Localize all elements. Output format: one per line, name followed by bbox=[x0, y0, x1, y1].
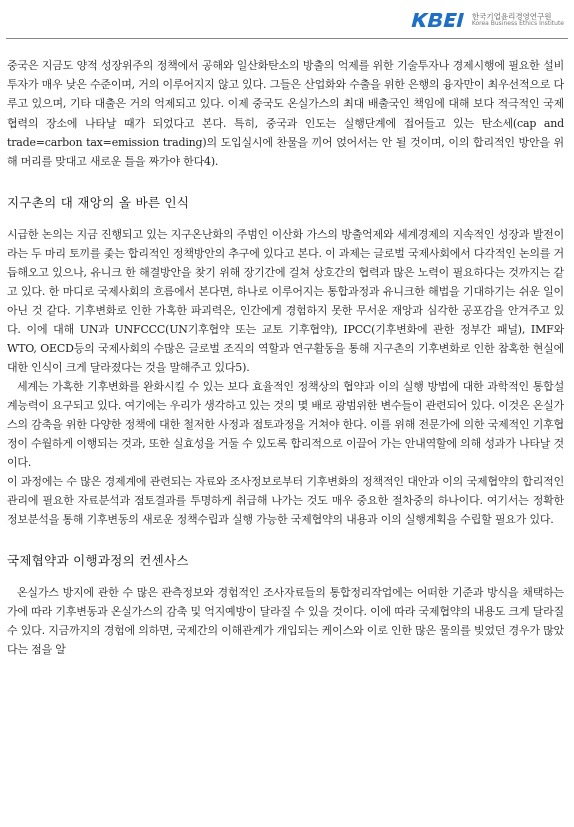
logo-korean-name: 한국기업윤리경영연구원 bbox=[471, 11, 552, 21]
paragraph-greenhouse-observation: 온실가스 방지에 관한 수 많은 관측정보와 경험적인 조사자료들의 통합정리작업에는 어떠한 기준과 방식을 채택하는가에 따라 기후변동과 온실가스의 감축 및 억지예방이 달라질 수 있을 것이다. 이에 따라 국제협약의 내용도 크게 달라질 수 있다. 지금까지의 경험에 의하면, 국제간의 이해관계가 개입되는 케이스와 이로 인한 많은 물의를 빚었던 경우가 많았다는 점을 알 bbox=[7, 586, 564, 657]
document-body bbox=[7, 56, 564, 659]
kbei-logo bbox=[408, 8, 564, 32]
logo-english-name: Korea Business Ethics Institute bbox=[471, 19, 564, 27]
kbei-logo-icon bbox=[408, 9, 468, 31]
paragraph-policy-design: 세계는 가혹한 기후변화를 완화시킬 수 있는 보다 효율적인 정책상의 협약과 이의 실행 방법에 대한 과학적인 통합설계능력이 요구되고 있다. 여기에는 우리가 생각하고 있는 것의 몇 배로 광범위한 변수들이 관련되어 있다. 이것은 온실가스의 감축을 위한 다양한 정책에 대한 철저한 사정과 점토과정을 거쳐야 한다. 이를 위해 전문가에 의한 국제적인 기후협정이 수월하게 이행되는 것과, 또한 실효성을 거둘 수 있도록 합리적으로 이끌어 가는 안내역할에 의해 성과가 나타날 것이다. bbox=[7, 380, 564, 470]
section-heading-disaster-awareness: 지구촌의 대 재앙의 올 바른 인식 bbox=[7, 195, 190, 211]
page-header bbox=[0, 0, 574, 46]
paragraph-international-cooperation: 시급한 논의는 지금 진행되고 있는 지구온난화의 주범인 이산화 가스의 방출억제와 세계경제의 지속적인 성장과 발전이라는 두 마리 토끼를 좇는 합리적인 정책방안의 추구에 있다고 본다. 이 과제는 글로벌 국제사회에서 다각적인 논의를 거듭해오고 있으나, 유니크 한 해결방안을 찾기 위해 장기간에 걸쳐 상호간의 협력과 많은 노력이 필요하다는 것까지는 같고 있다. 한 마디로 국제사회의 흐름에서 본다면, 하나로 이루어지는 통합과정과 유니크한 해법을 기대하기는 쉬운 일이 아닌 것 같다. 기후변화로 인한 가혹한 파괴력은, 인간에게 경험하지 못한 무서운 재앙과 심각한 공포감을 안겨주고 있다. 이에 대해 UN과 UNFCCC(UN기후협약 또는 교토 기후협약), IPCC(기후변화에 관한 정부간 패널), IMF와 WTO, OECD등의 국제사회의 수많은 글로벌 조직의 역할과 연구활동을 통해 지구촌의 기후변화로 인한 참혹한 현실에 대한 인식이 크게 달라졌다는 것을 말해주고 있다5). bbox=[7, 228, 564, 375]
paragraph-data-analysis: 이 과정에는 수 많은 경제계에 관련되는 자료와 조사정보로부터 기후변화의 정책적인 대안과 이의 국제협약의 합리적인 관리에 필요한 자료분석과 점토결과를 투명하게 취급해 나가는 것도 매우 중요한 절차중의 하나이다. 여기서는 정확한 정보분석을 통해 기후변동의 새로운 정책수립과 실행 가능한 국제협약의 내용과 이의 실행계획을 수립할 필요가 있다. bbox=[7, 475, 564, 527]
header-divider bbox=[6, 38, 568, 39]
paragraph-china-emissions: 중국은 지금도 양적 성장위주의 정책에서 공해와 일산화탄소의 방출의 억제를 위한 기술투자나 경제시행에 필요한 설비투자가 매우 낮은 수준이며, 거의 이루어지지 않고 있다. 그들은 산업화와 수출을 위한 은행의 융자만이 최우선적으로 다루고 있으며, 기타 대출은 거의 억제되고 있다. 이제 중국도 온실가스의 최대 배출국인 책임에 대해 보다 적극적인 국제협력의 장소에 나타날 때가 되었다고 본다. 특히, 중국과 인도는 실행단계에 접어들고 있는 탄소세(cap and trade=carbon tax=emission trading)의 도입실시에 찬물을 끼어 얹어서는 안 될 것이며, 이의 합리적인 방안을 위해 머리를 맞대고 새로운 틀을 짜가야 한다4). bbox=[7, 59, 564, 169]
logo-mark-text: KBEI bbox=[407, 9, 411, 10]
section-heading-consensus: 국제협약과 이행과정의 컨센사스 bbox=[7, 553, 189, 569]
